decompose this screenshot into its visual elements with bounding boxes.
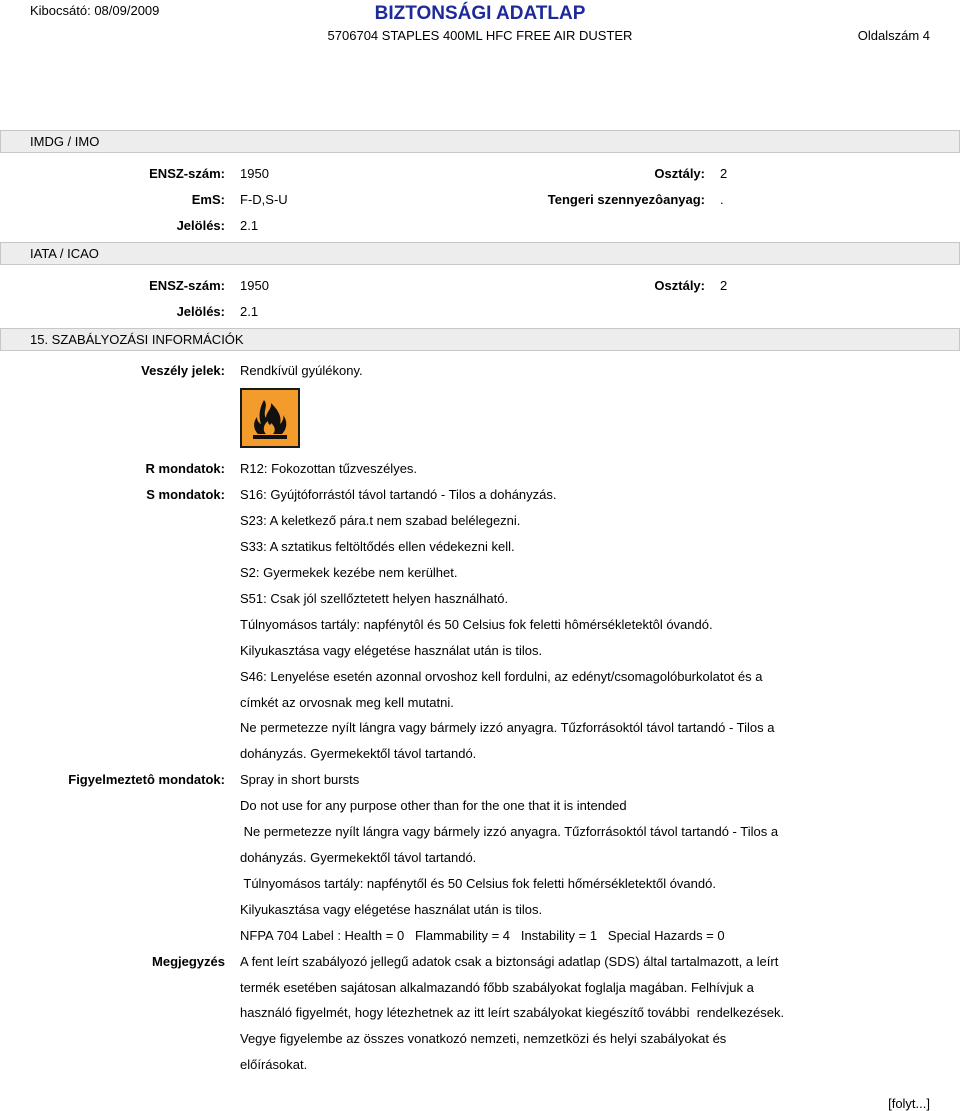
iata-un-value: 1950 (240, 278, 269, 293)
s-phrase-line: S51: Csak jól szellőztetett helyen használható. (240, 591, 509, 606)
warning-line: Kilyukasztása vagy elégetése használat után is tilos. (240, 902, 543, 917)
imdg-un-value: 1950 (240, 166, 269, 181)
product-name: 5706704 STAPLES 400ML HFC FREE AIR DUSTER (327, 28, 633, 43)
warning-line: Spray in short bursts (240, 772, 360, 787)
s-phrase-line: Ne permetezze nyílt lángra vagy bármely izzó anyagra. Tűzforrásoktól távol tartandó - Tilos a (240, 720, 775, 735)
imdg-label-value: 2.1 (240, 218, 259, 233)
warning-line: Túlnyomásos tartály: napfénytől és 50 Celsius fok feletti hőmérsékletektől óvandó. (240, 876, 716, 891)
iata-class-label: Osztály: (654, 278, 705, 293)
note-line: Vegye figyelembe az összes vonatkozó nemzeti, nemzetközi és helyi szabályokat és (240, 1031, 727, 1046)
imdg-class-value: 2 (720, 166, 728, 181)
s-phrase-line: címkét az orvosnak meg kell mutatni. (240, 695, 454, 710)
s-phrase-line: S23: A keletkező pára.t nem szabad belélegezni. (240, 513, 521, 528)
s-phrases-label: S mondatok: (146, 487, 225, 502)
s-phrase-line: Kilyukasztása vagy elégetése használat után is tilos. (240, 643, 543, 658)
flame-hazard-icon (240, 388, 300, 448)
section-imdg-header (0, 130, 960, 153)
note-line: előírásokat. (240, 1057, 308, 1072)
iata-un-label: ENSZ-szám: (149, 278, 225, 293)
imdg-marine-value: . (720, 192, 724, 207)
warning-line: dohányzás. Gyermekektől távol tartandó. (240, 850, 477, 865)
r-phrase: R12: Fokozottan tűzveszélyes. (240, 461, 418, 476)
note-line: A fent leírt szabályozó jellegű adatok csak a biztonsági adatlap (SDS) által tartalmazott, a leírt (240, 954, 779, 969)
s-phrase-line: S33: A sztatikus feltöltődés ellen védekezni kell. (240, 539, 515, 554)
r-phrases-label: R mondatok: (145, 461, 225, 476)
s-phrase-line: dohányzás. Gyermekektől távol tartandó. (240, 746, 477, 761)
document-title: BIZTONSÁGI ADATLAP (374, 3, 586, 24)
continued-marker: [folyt...] (888, 1096, 930, 1111)
warning-line: Ne permetezze nyílt lángra vagy bármely izzó anyagra. Tűzforrásoktól távol tartandó - Tilos a (240, 824, 779, 839)
iata-label-value: 2.1 (240, 304, 259, 319)
imdg-un-label: ENSZ-szám: (149, 166, 225, 181)
imdg-class-label: Osztály: (654, 166, 705, 181)
imdg-ems-value: F-D,S-U (240, 192, 288, 207)
note-line: használó figyelmét, hogy létezhetnek az itt leírt szabályokat kiegészítő további rendelkezések. (240, 1005, 785, 1020)
page-number: Oldalszám 4 (857, 28, 930, 43)
section-15-title: 15. SZABÁLYOZÁSI INFORMÁCIÓK (30, 332, 244, 347)
s-phrase-line: S2: Gyermekek kezébe nem kerülhet. (240, 565, 458, 580)
warning-line: Do not use for any purpose other than for the one that it is intended (240, 798, 627, 813)
iata-label-label: Jelölés: (176, 304, 225, 319)
s-phrase-line: S46: Lenyelése esetén azonnal orvoshoz kell fordulni, az edényt/csomagolóburkolatot és a (240, 669, 763, 684)
note-label: Megjegyzés (152, 954, 225, 969)
hazard-symbols-label: Veszély jelek: (141, 363, 225, 378)
section-iata-header (0, 242, 960, 265)
hazard-symbols-value: Rendkívül gyúlékony. (240, 363, 363, 378)
s-phrase-line: Túlnyomásos tartály: napfénytôl és 50 Celsius fok feletti hômérsékletektôl óvandó. (240, 617, 713, 632)
s-phrase-line: S16: Gyújtóforrástól távol tartandó - Tilos a dohányzás. (240, 487, 557, 502)
note-line: termék esetében sajátosan alkalmazandó főbb szabályokat foglalja magában. Felhívjuk a (240, 980, 754, 995)
section-iata-title: IATA / ICAO (30, 246, 99, 261)
section-15-header (0, 328, 960, 351)
section-imdg-title: IMDG / IMO (30, 134, 100, 149)
print-date: Kibocsátó: 08/09/2009 (30, 3, 160, 18)
nfpa-label-line: NFPA 704 Label : Health = 0 Flammability = 4 Instability = 1 Special Hazards = 0 (240, 928, 725, 943)
imdg-label-label: Jelölés: (176, 218, 225, 233)
warning-phrases-label: Figyelmeztetô mondatok: (68, 772, 225, 787)
iata-class-value: 2 (720, 278, 728, 293)
imdg-ems-label: EmS: (191, 192, 225, 207)
imdg-marine-label: Tengeri szennyezôanyag: (547, 192, 705, 207)
